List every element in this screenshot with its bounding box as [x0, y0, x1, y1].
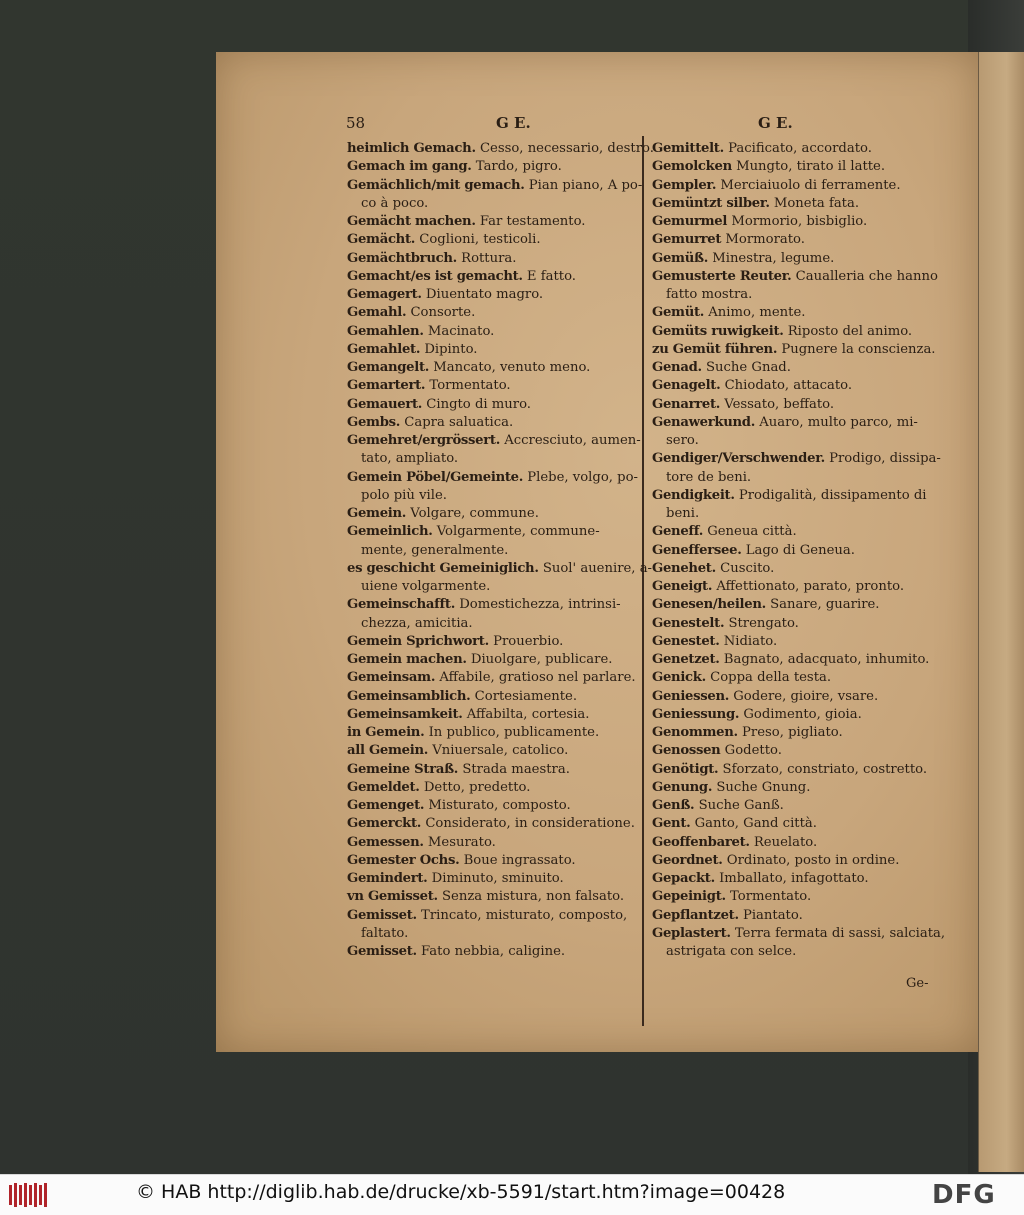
entry-headword: Genad. [652, 360, 702, 375]
page-header [346, 114, 946, 136]
dictionary-entry [652, 615, 952, 633]
entry-headword: Genung. [652, 779, 713, 795]
dictionary-entry [347, 450, 637, 468]
entry-headword: Gemüts ruwigkeit. [652, 323, 784, 339]
entry-gloss: Suche Ganß. [698, 798, 784, 813]
entry-headword: Gemächlich/mit gemach. [347, 177, 525, 193]
entry-gloss: Prouerbio. [493, 633, 564, 649]
dictionary-entry [347, 323, 637, 341]
entry-gloss: sero. [666, 433, 699, 448]
entry-gloss: In publico, publicamente. [428, 725, 600, 740]
entry-headword: Genesen/heilen. [652, 597, 766, 613]
entry-headword: Genommen. [652, 725, 738, 740]
dictionary-entry [652, 286, 952, 304]
entry-headword: Gemehret/ergrössert. [347, 433, 501, 448]
entry-gloss: Diminuto, sminuito. [431, 871, 564, 886]
dictionary-entry [347, 560, 653, 578]
entry-gloss: mente, generalmente. [361, 542, 509, 558]
dictionary-entry [652, 268, 952, 286]
entry-gloss: Volgare, commune. [410, 506, 539, 521]
entry-gloss: Suche Gnad. [706, 360, 791, 375]
entry-headword: Gemittelt. [652, 141, 724, 156]
dictionary-entry [652, 359, 952, 377]
entry-gloss: Prodigo, dissipa- [829, 451, 941, 467]
dictionary-entry [652, 213, 952, 231]
viewer-footer [0, 1174, 1024, 1215]
dictionary-entry [652, 852, 952, 870]
dictionary-entry [652, 396, 952, 414]
dictionary-entry [652, 231, 952, 249]
entry-gloss: uiene volgarmente. [361, 579, 491, 594]
entry-gloss: Caualleria che hanno [795, 268, 938, 284]
entry-gloss: Animo, mente. [708, 305, 806, 321]
hab-logo-icon[interactable] [8, 1181, 50, 1209]
entry-gloss: Mormorio, bisbiglio. [731, 214, 868, 229]
book-page [216, 52, 978, 1052]
entry-headword: Gemeinlich. [347, 524, 433, 540]
entry-gloss: Mesurato. [427, 834, 496, 850]
entry-headword: Genestet. [652, 633, 720, 649]
entry-gloss: Affabile, gratioso nel parlare. [439, 670, 636, 686]
entry-gloss: Merciaiuolo di ferramente. [720, 177, 901, 193]
entry-gloss: Piantato. [742, 907, 803, 923]
dictionary-entry [652, 432, 952, 450]
entry-headword: Gendiger/Verschwender. [652, 451, 825, 467]
entry-headword: Gemeinsamblich. [347, 688, 471, 704]
dictionary-entry [652, 487, 952, 505]
entry-gloss: Misturato, composto. [428, 798, 571, 813]
entry-gloss: chezza, amicitia. [361, 615, 473, 631]
dictionary-entry [347, 377, 637, 395]
entry-gloss: Tormentato. [729, 889, 812, 905]
dictionary-entry [652, 304, 952, 322]
entry-headword: Gemahlet. [347, 341, 421, 357]
dictionary-entry [652, 523, 952, 541]
entry-headword: Gent. [652, 816, 691, 832]
entry-gloss: Diuentato magro. [425, 287, 544, 302]
dictionary-entry [652, 505, 952, 523]
dictionary-entry [347, 432, 641, 450]
entry-gloss: Terra fermata di sassi, salciata, [734, 925, 946, 941]
dictionary-entry [652, 797, 952, 815]
dictionary-entry [347, 487, 637, 505]
entry-gloss: Affettionato, parato, pronto. [716, 579, 905, 594]
entry-headword: Genarret. [652, 396, 721, 412]
dictionary-entry [652, 925, 952, 943]
entry-headword: Gemolcken [652, 159, 732, 175]
dfg-logo[interactable]: DFG [932, 1180, 996, 1210]
entry-gloss: Senza mistura, non falsato. [441, 889, 625, 905]
entry-gloss: Cuscito. [720, 560, 775, 576]
dictionary-entry [347, 943, 637, 961]
entry-gloss: Dipinto. [424, 341, 478, 357]
entry-gloss: Fato nebbia, caligine. [421, 944, 566, 959]
dictionary-entry [347, 396, 637, 414]
entry-headword: Genötigt. [652, 761, 719, 777]
dictionary-entry [652, 724, 952, 742]
dictionary-entry [347, 633, 637, 651]
dictionary-entry [347, 907, 637, 925]
entry-headword: Gembs. [347, 414, 401, 430]
entry-headword: Gemahlen. [347, 323, 424, 339]
entry-headword: Genossen [652, 743, 721, 759]
dictionary-entry [347, 852, 637, 870]
dictionary-entry [347, 177, 643, 195]
dictionary-entry [347, 359, 637, 377]
entry-gloss: Bagnato, adacquato, inhumito. [723, 652, 930, 667]
entry-headword: Genawerkund. [652, 414, 756, 430]
entry-gloss: polo più vile. [361, 487, 447, 503]
entry-gloss: faltato. [361, 925, 409, 941]
dictionary-entry [347, 596, 637, 614]
catchword: Ge- [906, 976, 929, 991]
dictionary-entry [652, 870, 952, 888]
entry-gloss: Macinato. [427, 323, 495, 339]
entry-gloss: Strada maestra. [462, 761, 570, 777]
entry-headword: Gemeinsamkeit. [347, 706, 463, 722]
entry-headword: Gemurmel [652, 214, 728, 229]
entry-gloss: Godimento, gioia. [743, 706, 862, 722]
dictionary-entry [347, 523, 637, 541]
entry-headword: es geschicht Gemeiniglich. [347, 560, 539, 576]
dictionary-entry [347, 250, 637, 268]
entry-gloss: Strengato. [728, 615, 799, 631]
entry-headword: Gemach im gang. [347, 159, 472, 175]
dictionary-entry [652, 742, 952, 760]
entry-gloss: astrigata con selce. [666, 944, 797, 959]
entry-headword: Gemüß. [652, 250, 709, 266]
entry-headword: Gemenget. [347, 798, 425, 813]
entry-headword: Gemester Ochs. [347, 852, 460, 868]
entry-headword: Gemauert. [347, 396, 423, 412]
dictionary-entry [652, 560, 952, 578]
dictionary-entry [652, 469, 952, 487]
entry-gloss: Diuolgare, publicare. [470, 652, 613, 667]
dictionary-entry [652, 542, 952, 560]
entry-headword: Gendigkeit. [652, 487, 735, 503]
entry-gloss: Chiodato, attacato. [724, 378, 853, 394]
entry-headword: Gemächtbruch. [347, 250, 457, 266]
entry-headword: Geneff. [652, 524, 703, 540]
dictionary-entry [652, 323, 952, 341]
dictionary-entry [652, 633, 952, 651]
entry-gloss: Moneta fata. [773, 195, 860, 211]
entry-gloss: Vessato, beffato. [724, 396, 835, 412]
dictionary-entry [652, 815, 952, 833]
dictionary-entry [652, 943, 952, 961]
dictionary-entry [652, 450, 952, 468]
entry-gloss: Accresciuto, aumen- [504, 433, 641, 448]
entry-headword: Gemeinschafft. [347, 597, 456, 613]
entry-headword: Genestelt. [652, 615, 725, 631]
entry-gloss: Auaro, multo parco, mi- [759, 414, 918, 430]
entry-headword: Gepackt. [652, 871, 715, 886]
dictionary-entry [652, 341, 952, 359]
entry-headword: Gemacht/es ist gemacht. [347, 268, 523, 284]
left-column [347, 140, 654, 961]
entry-headword: Gemagert. [347, 287, 422, 302]
entry-gloss: Godetto. [724, 743, 782, 759]
entry-headword: Geordnet. [652, 852, 723, 868]
entry-headword: Gemartert. [347, 378, 426, 394]
entry-gloss: Rottura. [461, 250, 517, 266]
dictionary-entry [652, 688, 952, 706]
entry-headword: all Gemein. [347, 743, 429, 759]
entry-gloss: Nidiato. [723, 633, 778, 649]
entry-headword: Gemangelt. [347, 360, 430, 375]
dictionary-entry [652, 377, 952, 395]
entry-headword: Gemerckt. [347, 816, 422, 832]
entry-gloss: Preso, pigliato. [742, 725, 843, 740]
entry-headword: vn Gemisset. [347, 889, 438, 905]
entry-gloss: Suche Gnung. [716, 779, 811, 795]
dictionary-entry [652, 195, 952, 213]
entry-headword: heimlich Gemach. [347, 141, 476, 156]
dictionary-entry [652, 779, 952, 797]
entry-headword: Gemeldet. [347, 779, 420, 795]
entry-gloss: Volgarmente, commune- [436, 524, 600, 540]
entry-gloss: Affabilta, cortesia. [466, 706, 590, 722]
running-head-left: G E. [496, 114, 531, 132]
dictionary-entry [347, 195, 637, 213]
entry-gloss: Pacificato, accordato. [728, 141, 872, 156]
entry-gloss: Boue ingrassato. [463, 852, 576, 868]
entry-headword: Gepeinigt. [652, 889, 726, 905]
dictionary-entry [347, 742, 637, 760]
entry-headword: Gemindert. [347, 871, 428, 886]
entry-gloss: Far testamento. [479, 214, 586, 229]
dictionary-entry [652, 834, 952, 852]
dictionary-entry [347, 268, 637, 286]
entry-gloss: Geneua città. [707, 524, 797, 540]
entry-headword: zu Gemüt führen. [652, 341, 778, 357]
entry-headword: Geniessung. [652, 706, 740, 722]
dictionary-entry [652, 177, 952, 195]
dictionary-entry [347, 688, 637, 706]
entry-headword: Geniessen. [652, 688, 730, 704]
entry-headword: Gemisset. [347, 907, 417, 923]
dictionary-entry [652, 706, 952, 724]
dictionary-entry [652, 907, 952, 925]
dictionary-entry [347, 651, 637, 669]
dictionary-entry [347, 286, 637, 304]
dictionary-entry [347, 213, 637, 231]
entry-headword: Gemusterte Reuter. [652, 268, 792, 284]
dictionary-entry [347, 231, 637, 249]
entry-headword: Gemeinsam. [347, 670, 436, 686]
entry-headword: Genagelt. [652, 378, 721, 394]
entry-headword: Gemüntzt silber. [652, 195, 770, 211]
entry-gloss: Prodigalità, dissipamento di [738, 487, 927, 503]
entry-headword: Gemächt. [347, 232, 416, 248]
entry-gloss: beni. [666, 506, 700, 521]
entry-gloss: Minestra, legume. [712, 250, 835, 266]
entry-headword: Gempler. [652, 177, 717, 193]
dictionary-entry [652, 250, 952, 268]
dictionary-entry [347, 797, 637, 815]
entry-gloss: Tardo, pigro. [475, 159, 562, 175]
dictionary-entry [347, 158, 637, 176]
entry-gloss: Cesso, necessario, destro. [479, 141, 654, 156]
dictionary-entry [347, 706, 637, 724]
dictionary-entry [347, 761, 637, 779]
entry-gloss: Domestichezza, intrinsi- [459, 597, 621, 613]
entry-gloss: Coglioni, testicoli. [419, 232, 541, 248]
entry-headword: Genß. [652, 798, 695, 813]
dictionary-entry [652, 158, 952, 176]
dictionary-entry [347, 469, 637, 487]
entry-gloss: Mungto, tirato il latte. [736, 159, 886, 175]
entry-headword: Genehet. [652, 560, 716, 576]
entry-gloss: fatto mostra. [666, 287, 753, 302]
dictionary-entry [652, 414, 952, 432]
entry-gloss: Vniuersale, catolico. [432, 743, 569, 759]
dictionary-entry [347, 870, 637, 888]
entry-headword: Gemessen. [347, 834, 424, 850]
dictionary-entry [347, 341, 637, 359]
entry-gloss: Sforzato, constriato, costretto. [722, 761, 928, 777]
entry-headword: Gemisset. [347, 944, 417, 959]
entry-gloss: co à poco. [361, 195, 429, 211]
entry-gloss: Consorte. [410, 305, 476, 321]
dictionary-entry [347, 140, 654, 158]
entry-gloss: tato, ampliato. [361, 451, 459, 467]
entry-gloss: Reuelato. [753, 834, 818, 850]
entry-gloss: Ganto, Gand città. [694, 816, 817, 832]
entry-headword: Genetzet. [652, 652, 720, 667]
entry-gloss: Riposto del animo. [787, 323, 913, 339]
dictionary-entry [347, 578, 637, 596]
entry-gloss: Coppa della testa. [710, 670, 832, 686]
dictionary-entry [347, 669, 637, 687]
running-head-right: G E. [758, 114, 793, 132]
entry-gloss: Godere, gioire, vsare. [733, 688, 879, 704]
dictionary-entry [347, 505, 637, 523]
entry-gloss: Pian piano, A po- [528, 177, 643, 193]
dictionary-entry [347, 414, 637, 432]
dictionary-entry [652, 888, 952, 906]
entry-headword: Gemein Pöbel/Gemeinte. [347, 469, 524, 485]
entry-gloss: Trincato, misturato, composto, [421, 907, 628, 923]
right-column [652, 140, 952, 961]
dictionary-entry [347, 888, 637, 906]
entry-headword: Geoffenbaret. [652, 834, 750, 850]
page-number: 58 [346, 114, 366, 132]
dictionary-entry [652, 578, 952, 596]
entry-gloss: tore de beni. [666, 469, 752, 485]
entry-gloss: Plebe, volgo, po- [527, 469, 639, 485]
dictionary-entry [347, 615, 637, 633]
dictionary-entry [652, 651, 952, 669]
entry-gloss: Tormentato. [429, 378, 511, 394]
credit-link[interactable]: © HAB http://diglib.hab.de/drucke/xb-5591/start.htm?image=00428 [136, 1181, 786, 1203]
entry-gloss: Cingto di muro. [426, 396, 531, 412]
entry-gloss: Considerato, in consideratione. [425, 816, 635, 832]
entry-gloss: Cortesiamente. [474, 688, 578, 704]
entry-headword: Gemeine Straß. [347, 761, 459, 777]
dictionary-entry [347, 779, 637, 797]
entry-headword: Gemein. [347, 506, 407, 521]
entry-gloss: E fatto. [526, 268, 576, 284]
dictionary-entry [347, 834, 637, 852]
entry-headword: Gemüt. [652, 305, 705, 321]
adjacent-page-edge [978, 52, 1024, 1172]
dictionary-entry [347, 304, 637, 322]
dictionary-entry [347, 542, 637, 560]
entry-headword: Genick. [652, 670, 706, 686]
entry-gloss: Lago di Geneua. [745, 542, 855, 558]
dictionary-entry [347, 724, 637, 742]
entry-gloss: Detto, predetto. [423, 779, 531, 795]
entry-gloss: Sanare, guarire. [770, 597, 880, 613]
column-rule [642, 136, 644, 1026]
entry-gloss: Mancato, venuto meno. [433, 360, 591, 375]
entry-gloss: Imballato, infagottato. [719, 871, 869, 886]
dictionary-entry [347, 815, 637, 833]
entry-headword: Gemein Sprichwort. [347, 633, 489, 649]
entry-headword: in Gemein. [347, 725, 425, 740]
entry-headword: Geneigt. [652, 579, 713, 594]
dictionary-entry [652, 140, 952, 158]
entry-headword: Gemächt machen. [347, 214, 476, 229]
dictionary-entry [652, 669, 952, 687]
dictionary-entry [347, 925, 637, 943]
entry-gloss: Pugnere la conscienza. [781, 341, 936, 357]
entry-headword: Gemein machen. [347, 652, 467, 667]
entry-gloss: Ordinato, posto in ordine. [726, 852, 900, 868]
entry-headword: Geneffersee. [652, 542, 742, 558]
entry-gloss: Suol' auenire, a- [542, 560, 653, 576]
dictionary-entry [652, 761, 952, 779]
entry-gloss: Mormorato. [725, 232, 805, 248]
entry-headword: Gemurret [652, 232, 722, 248]
entry-headword: Geplastert. [652, 925, 731, 941]
entry-gloss: Capra saluatica. [404, 414, 514, 430]
entry-headword: Gemahl. [347, 305, 407, 321]
dictionary-entry [652, 596, 952, 614]
entry-headword: Gepflantzet. [652, 907, 739, 923]
